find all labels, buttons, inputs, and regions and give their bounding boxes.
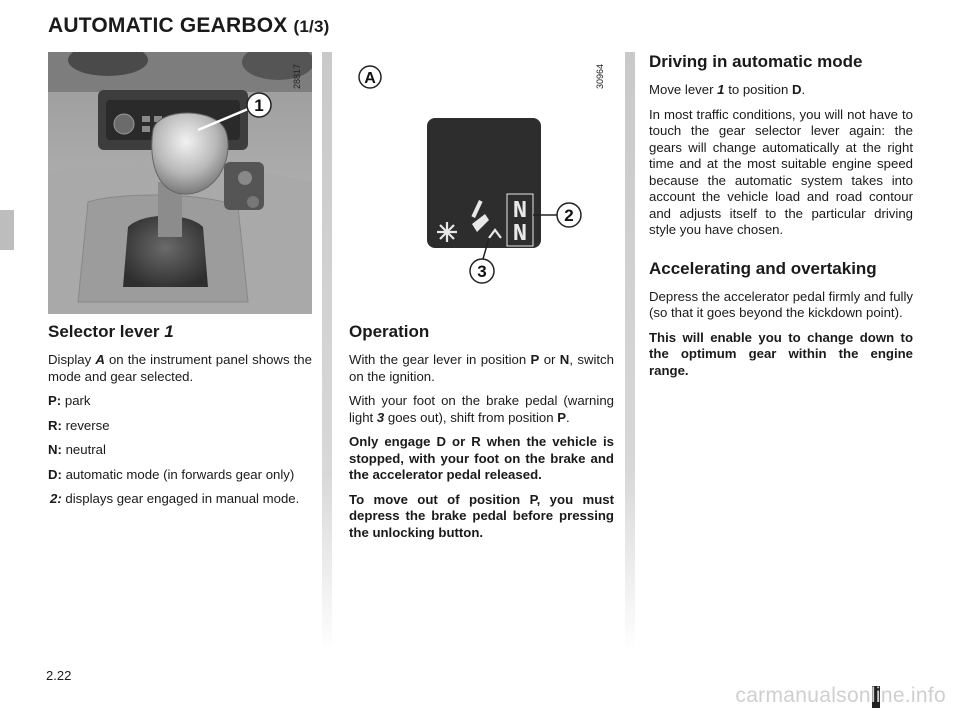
text-run: .: [801, 82, 806, 97]
text-run: Move lever: [649, 82, 714, 97]
list-item: [48, 418, 312, 435]
list-item-key: N:: [48, 442, 62, 457]
display-callout-2: 2: [564, 206, 574, 225]
selector-lever-photo: [48, 52, 312, 314]
text-run: , switch on the ignition.: [349, 352, 614, 384]
gear-display-figure: [349, 52, 614, 292]
position-p: P: [530, 352, 540, 367]
display-callout-3: 3: [477, 262, 487, 281]
display-intro: [48, 352, 312, 385]
title-text: AUTOMATIC GEARBOX: [48, 14, 288, 37]
selector-lever-heading: [48, 322, 312, 342]
display-ref-number: 30964: [595, 64, 605, 90]
list-item: [48, 491, 312, 508]
list-item-text: automatic mode (in forwards gear only): [65, 466, 295, 482]
intro-ref: A: [95, 352, 105, 367]
operation-section: [349, 322, 614, 549]
list-item-text: neutral: [65, 442, 106, 457]
text-run: to position: [728, 82, 789, 97]
snowflake-icon: [437, 222, 457, 242]
column-divider: [322, 52, 332, 652]
photo-callout-1: 1: [254, 96, 264, 115]
section-tab: [0, 210, 14, 250]
page-number: 2.22: [46, 668, 72, 683]
list-item-key: P:: [48, 393, 62, 408]
photo-ref-number: 28817: [292, 64, 302, 90]
overtaking-paragraph-2: This will enable you to change down to the optimum gear within the engine range.: [649, 329, 913, 378]
overtaking-heading: Accelerating and overtaking: [649, 258, 877, 278]
position-d: D: [791, 82, 802, 97]
gear-indicator-bottom: N: [512, 221, 528, 248]
automatic-mode-section: [649, 52, 913, 387]
automatic-mode-paragraph-2: In most traffic conditions, you will not have to touch the gear selector lever again: the gears will change automatically at the right time and at the most suitable engine speed because the automatic system takes into account the vehicle load and road contour and adjusts itself to the particular driving style you have chosen.: [649, 106, 913, 237]
title-part: (1/3): [293, 17, 330, 36]
heading-text: Selector lever: [48, 322, 160, 341]
text-run: With your foot on the brake pedal (warning light: [349, 393, 614, 425]
operation-heading: Operation: [349, 322, 430, 341]
warning-light-ref: 3: [376, 409, 385, 425]
list-item-text: displays gear engaged in manual mode.: [65, 491, 300, 506]
watermark: carmanualsonline.info: [735, 684, 946, 707]
intro-pre: Display: [48, 352, 92, 367]
operation-warning-1: Only engage D or R when the vehicle is stopped, with your foot on the brake and the accelerator pedal released.: [349, 434, 614, 482]
list-item-text: reverse: [65, 417, 110, 433]
gear-indicator-top: N: [512, 198, 528, 225]
list-item-text: park: [64, 393, 91, 408]
position-p: P: [557, 409, 567, 425]
lever-ref: 1: [717, 82, 725, 97]
position-n: N: [559, 352, 570, 367]
list-item: [48, 393, 312, 410]
operation-paragraph-2: [349, 393, 614, 426]
intro-post: on the instrument panel shows the mode and gear selected.: [48, 352, 312, 384]
list-item: [48, 467, 312, 484]
list-item-key: D:: [48, 466, 62, 482]
text-run: .: [566, 409, 570, 425]
overtaking-paragraph-1: Depress the accelerator pedal firmly and fully (so that it goes beyond the kickdown point).: [649, 288, 913, 320]
list-item-key: R:: [48, 417, 62, 433]
list-item: [48, 442, 312, 459]
page-title: [48, 14, 329, 38]
operation-warning-2: To move out of position P, you must depress the brake pedal before pressing the unlocking button.: [349, 491, 614, 540]
automatic-mode-paragraph-1: [649, 82, 913, 99]
automatic-mode-heading: Driving in automatic mode: [649, 52, 863, 71]
text-run: With the gear lever in position: [349, 352, 527, 367]
display-label-a: A: [364, 70, 376, 87]
column-divider: [625, 52, 635, 652]
selector-lever-section: [48, 322, 312, 516]
list-item-key: 2:: [50, 491, 62, 506]
text-run: goes out), shift from position: [387, 409, 554, 425]
operation-paragraph-1: [349, 352, 614, 385]
heading-ref: 1: [164, 322, 174, 341]
text-run: or: [543, 352, 556, 367]
